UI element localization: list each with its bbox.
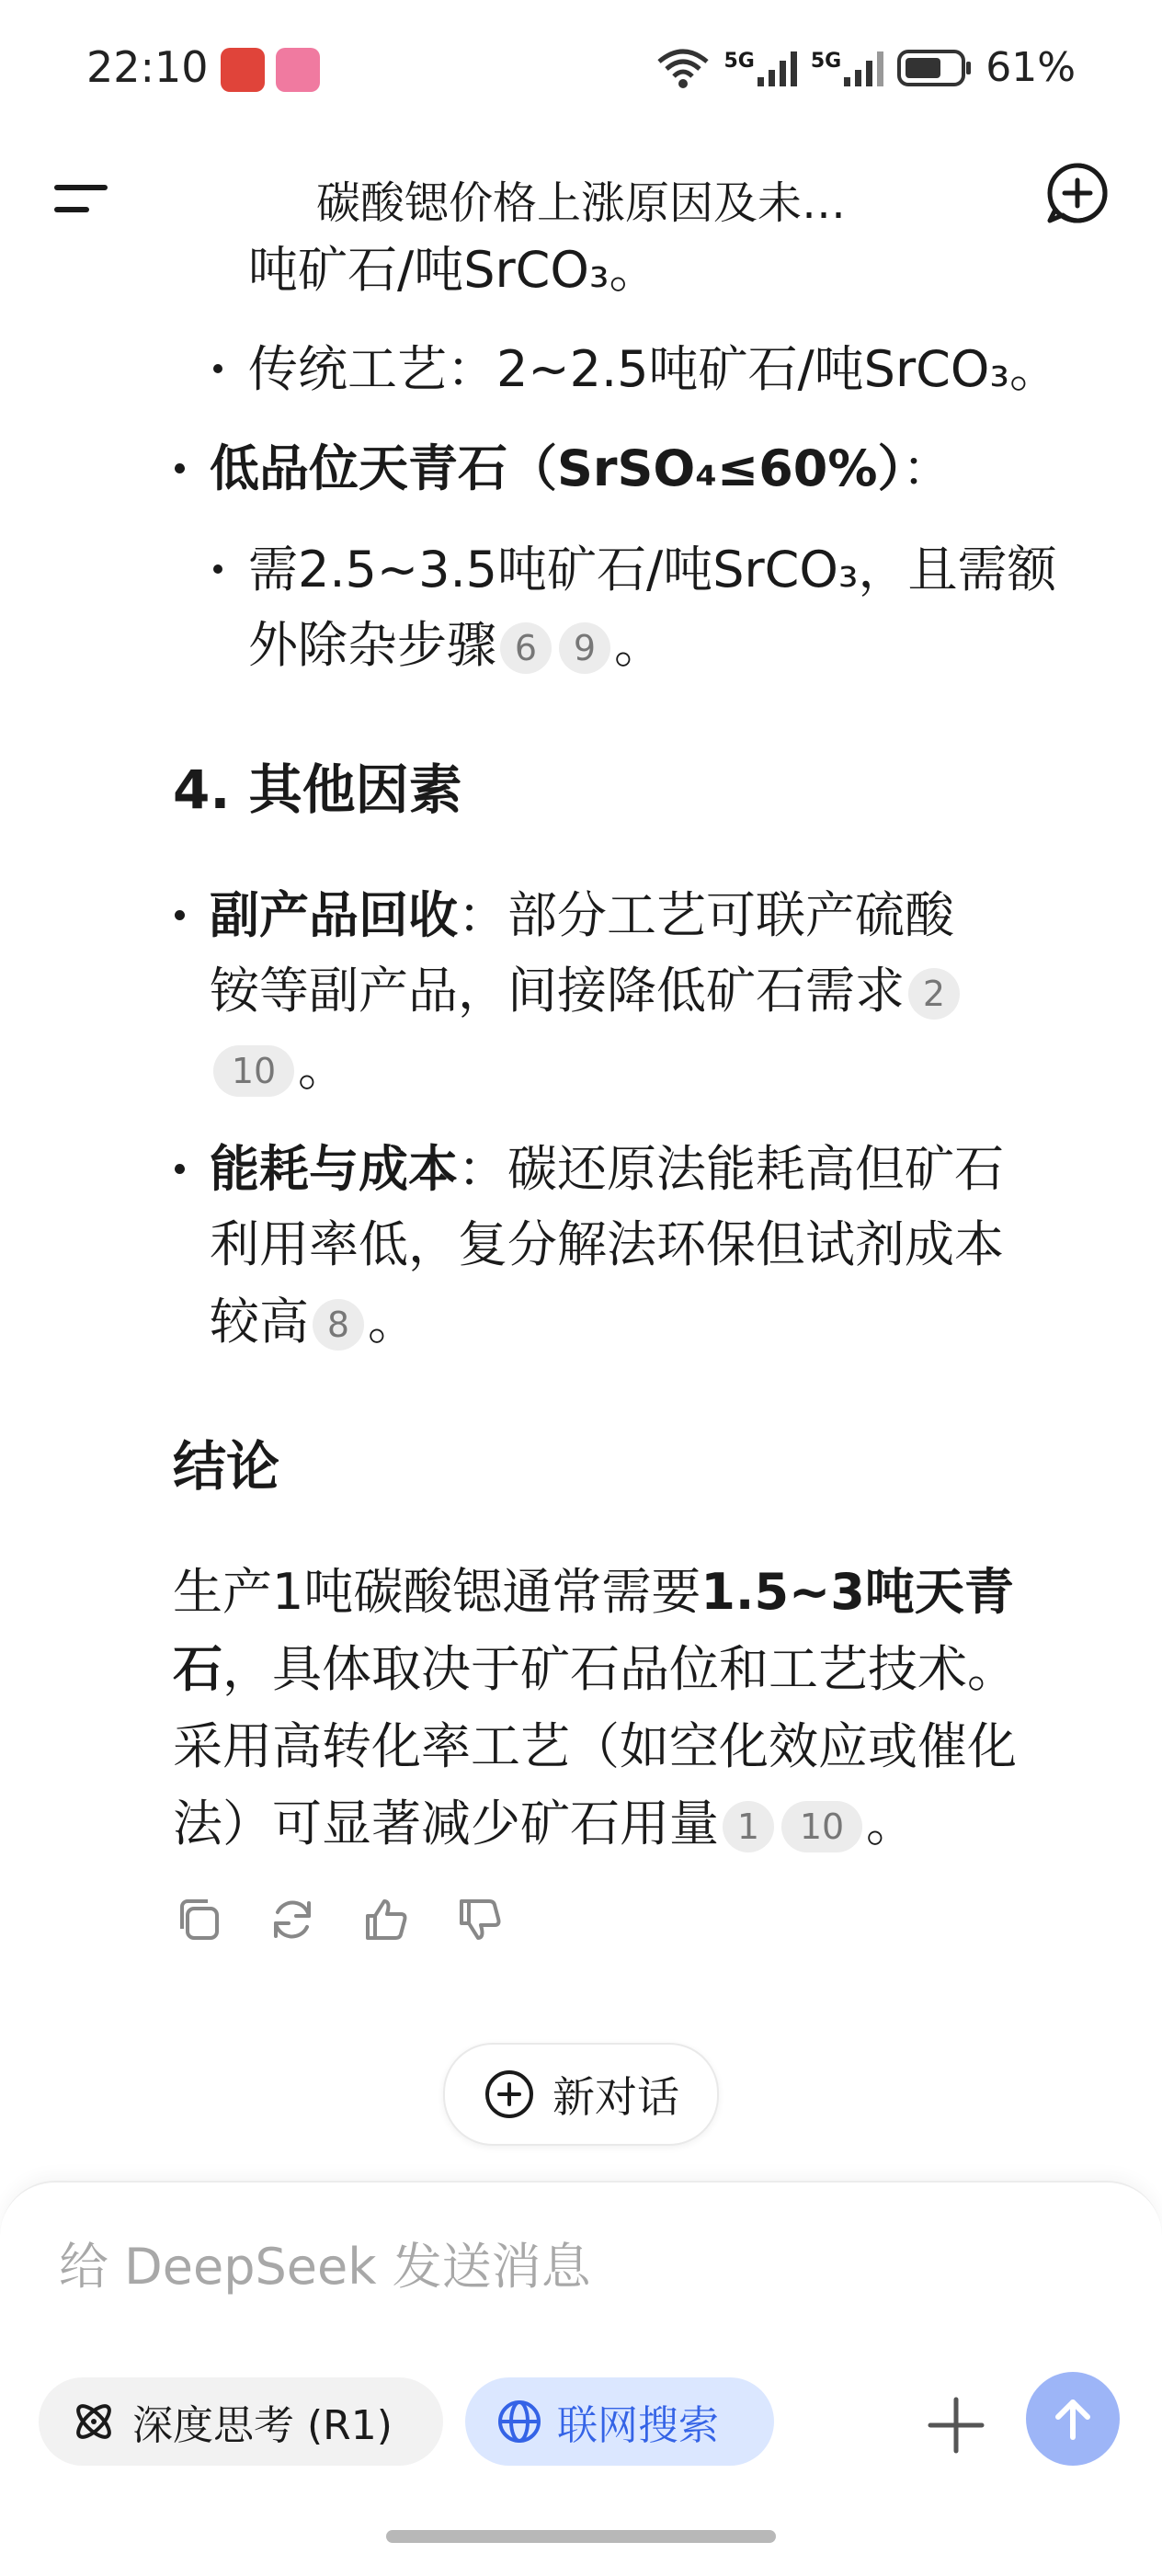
message-input[interactable] xyxy=(59,2238,886,2296)
status-time: 22:10 xyxy=(86,42,209,92)
text-line xyxy=(210,952,963,1030)
text: ：部分工艺可联产硫酸 xyxy=(458,886,954,944)
text-end: 。 xyxy=(368,1293,417,1351)
sub-bullet xyxy=(213,564,222,574)
thumbs-down-icon[interactable] xyxy=(454,1894,506,1945)
citation-badge[interactable]: 8 xyxy=(313,1299,364,1351)
battery-icon xyxy=(897,49,973,87)
wifi-icon xyxy=(655,47,711,89)
bullet xyxy=(175,1164,185,1174)
text: ：碳还原法能耗高但矿石 xyxy=(458,1140,1004,1198)
text: 生产1吨碳酸锶通常需要 xyxy=(173,1563,701,1621)
text: 铵等副产品，间接降低矿石需求 xyxy=(210,962,905,1020)
plus-icon[interactable] xyxy=(919,2388,993,2462)
home-indicator[interactable] xyxy=(386,2530,776,2543)
thumbs-up-icon[interactable] xyxy=(360,1894,412,1945)
text-end: 。 xyxy=(298,1039,347,1097)
bullet-title: 能耗与成本 xyxy=(210,1140,458,1198)
bullet-title: 低品位天青石（SrSO₄≤60%） xyxy=(210,439,903,497)
web-search-toggle[interactable] xyxy=(465,2377,774,2466)
message-actions xyxy=(173,1894,506,1945)
deep-think-label: 深度思考 (R1) xyxy=(132,2402,393,2449)
text-line xyxy=(173,1785,916,1863)
status-right xyxy=(655,44,1076,91)
sub-bullet xyxy=(213,364,222,373)
atom-icon xyxy=(70,2398,118,2445)
network-type-2: 5G xyxy=(810,49,842,73)
bilibili-app-icon xyxy=(276,48,320,92)
text-line: 采用高转化率工艺（如空化效应或催化 xyxy=(173,1717,1017,1775)
regenerate-icon[interactable] xyxy=(267,1894,318,1945)
web-search-label: 联网搜索 xyxy=(557,2402,719,2449)
bullet-line xyxy=(210,1131,1004,1208)
globe-icon xyxy=(496,2399,542,2445)
bold-text: 石 xyxy=(173,1640,222,1698)
citation-badge[interactable]: 10 xyxy=(781,1801,862,1852)
citation-badge[interactable]: 2 xyxy=(908,968,960,1020)
bold-text: 1.5~3吨天青 xyxy=(701,1563,1014,1621)
battery-percent: 61% xyxy=(985,44,1076,91)
citation-badge[interactable]: 10 xyxy=(213,1045,294,1097)
bullet-title: 副产品回收 xyxy=(210,886,458,944)
signal-icon xyxy=(758,50,798,86)
conversation-title[interactable]: 碳酸锶价格上涨原因及未… xyxy=(315,177,846,229)
bullet-line xyxy=(210,430,951,507)
signal-2 xyxy=(811,50,884,86)
signal-icon xyxy=(844,50,884,86)
citation-badge[interactable]: 6 xyxy=(500,622,552,674)
text: ，具体取决于矿石品位和工艺技术。 xyxy=(222,1640,1017,1698)
message-composer xyxy=(0,2181,1162,2576)
bullet-colon: ： xyxy=(902,439,952,497)
bullet-line xyxy=(210,877,954,954)
text-line xyxy=(248,607,664,684)
citation-badge[interactable]: 9 xyxy=(559,622,610,674)
bullet xyxy=(175,910,185,920)
bullet xyxy=(175,463,185,473)
new-chat-button[interactable] xyxy=(443,2043,719,2146)
citation-badge[interactable]: 1 xyxy=(723,1801,774,1852)
text-line xyxy=(173,1631,1017,1708)
new-chat-label: 新对话 xyxy=(553,2072,679,2122)
text-line: 吨矿石/吨SrCO₃。 xyxy=(248,241,659,299)
text-line: 利用率低，复分解法环保但试剂成本 xyxy=(210,1215,1004,1273)
new-chat-icon[interactable] xyxy=(1044,160,1111,226)
menu-icon[interactable] xyxy=(53,171,108,226)
text-line xyxy=(173,1554,1014,1631)
text-line xyxy=(210,1283,417,1361)
text-line xyxy=(210,1030,347,1107)
section-heading: 4. 其他因素 xyxy=(173,758,462,821)
text: 法）可显著减少矿石用量 xyxy=(173,1795,719,1852)
text: 外除杂步骤 xyxy=(248,616,496,674)
signal-1 xyxy=(723,50,797,86)
section-heading: 结论 xyxy=(173,1435,280,1498)
send-button[interactable] xyxy=(1026,2372,1120,2466)
text-line: 需2.5~3.5吨矿石/吨SrCO₃，且需额 xyxy=(248,541,1057,598)
text-end: 。 xyxy=(866,1795,916,1852)
text: 较高 xyxy=(210,1293,309,1351)
arrow-up-icon xyxy=(1047,2393,1099,2445)
status-bar xyxy=(0,0,1162,147)
deep-think-toggle[interactable] xyxy=(39,2377,443,2466)
text-line: 传统工艺：2~2.5吨矿石/吨SrCO₃。 xyxy=(248,340,1060,398)
network-type-1: 5G xyxy=(723,49,755,73)
new-chat-icon xyxy=(483,2068,536,2121)
copy-icon[interactable] xyxy=(173,1894,224,1945)
notification-app-icon xyxy=(221,48,265,92)
text-end: 。 xyxy=(614,616,664,674)
